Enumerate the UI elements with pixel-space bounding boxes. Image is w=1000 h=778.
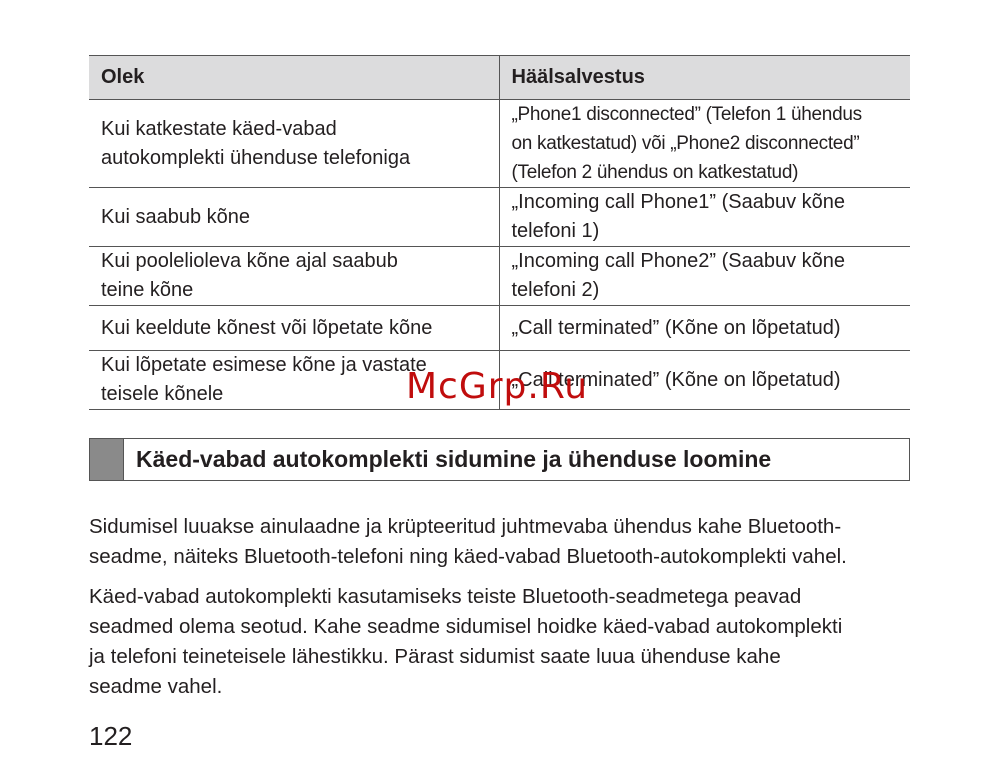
- paragraph: Sidumisel luuakse ainulaadne ja krüpteeritud juhtmevaba ühendus kahe Bluetooth- seadme, näiteks Bluetooth-telefoni ning käed-vabad Bluetooth-autokomplekti vahel.: [89, 515, 847, 568]
- voice-cell: „Call terminated” (Kõne on lõpetatud): [499, 306, 910, 351]
- table-row: [89, 100, 910, 188]
- state-cell: Kui katkestate käed-vabad autokomplekti ühenduse telefoniga: [89, 100, 499, 188]
- section-marker: [90, 439, 124, 480]
- state-cell: Kui keeldute kõnest või lõpetate kõne: [89, 306, 499, 351]
- voice-prompt-table: [89, 55, 910, 410]
- state-cell: Kui saabub kõne: [89, 188, 499, 247]
- voice-cell: „Call terminated” (Kõne on lõpetatud): [499, 351, 910, 410]
- column-header-state: Olek: [89, 56, 499, 100]
- page-number: 122: [89, 721, 133, 751]
- voice-cell: „Incoming call Phone1” (Saabuv kõne telefoni 1): [499, 188, 910, 247]
- voice-cell: „Phone1 disconnected” (Telefon 1 ühendus on katkestatud) või „Phone2 disconnected” (Telefon 2 ühendus on katkestatud): [499, 100, 910, 188]
- table-row: [89, 188, 910, 247]
- watermark: McGrp.Ru: [406, 366, 589, 407]
- section-title: Käed-vabad autokomplekti sidumine ja ühenduse loomine: [136, 446, 772, 472]
- table-row: [89, 306, 910, 351]
- section-heading: [89, 438, 910, 481]
- state-cell: Kui poolelioleva kõne ajal saabub teine kõne: [89, 247, 499, 306]
- state-cell: Kui lõpetate esimese kõne ja vastate teisele kõnele: [89, 351, 499, 410]
- voice-cell: „Incoming call Phone2” (Saabuv kõne telefoni 2): [499, 247, 910, 306]
- table-row: [89, 247, 910, 306]
- paragraph: Käed-vabad autokomplekti kasutamiseks teiste Bluetooth-seadmetega peavad seadmed olema seotud. Kahe seadme sidumisel hoidke käed-vabad autokomplekti ja telefoni teineteisele lähestikku. Pärast sidumist saate luua ühenduse kahe seadme vahel.: [89, 585, 843, 698]
- table-header-row: [89, 56, 910, 100]
- column-header-voice: Häälsalvestus: [499, 56, 910, 100]
